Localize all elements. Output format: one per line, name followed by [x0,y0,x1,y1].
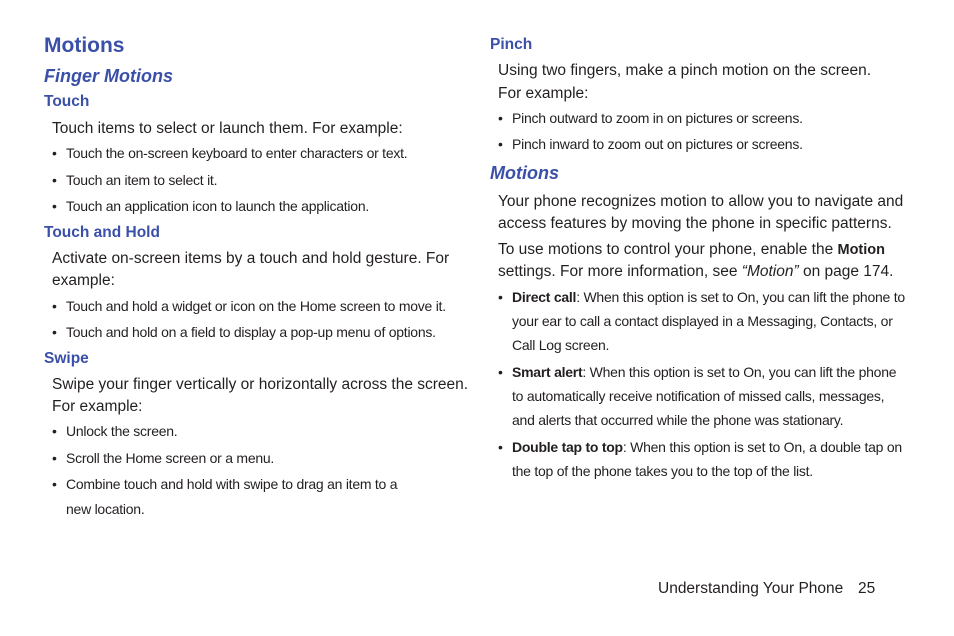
option-item-direct-call: • Direct call: When this option is set to On, you can lift the phone to [498,285,905,309]
bullet-icon: • [498,110,503,126]
list-item: • Scroll the Home screen or a menu. [52,446,274,470]
list-item: • Unlock the screen. [52,419,177,443]
swipe-intro-line2: For example: [52,398,143,415]
option-item-continuation: and alerts that occurred while the phone was stationary. [512,412,844,428]
cross-reference-link[interactable]: “Motion” [741,263,799,280]
bullet-icon: • [52,172,57,188]
list-item: • Pinch outward to zoom in on pictures or screens. [498,106,803,130]
bullet-icon: • [52,324,57,340]
page-title: Motions [44,34,125,57]
touch-intro: Touch items to select or launch them. For example: [52,120,403,137]
bullet-icon: • [52,298,57,314]
option-item-continuation: the top of the phone takes you to the top of the list. [512,463,813,479]
motions-para1-line2: access features by moving the phone in specific patterns. [498,215,892,232]
list-item: • Touch an application icon to launch the application. [52,194,369,218]
bullet-icon: • [52,450,57,466]
section-heading-finger-motions: Finger Motions [44,66,173,86]
heading-pinch: Pinch [490,36,533,53]
motions-para2-line2: settings. For more information, see “Motion” on page 174. [498,263,894,280]
list-item: • Combine touch and hold with swipe to drag an item to a [52,472,397,496]
bullet-icon: • [498,439,503,455]
motions-para1-line1: Your phone recognizes motion to allow you to navigate and [498,193,904,210]
touch-hold-intro-line2: example: [52,272,115,289]
heading-touch: Touch [44,93,90,110]
option-term: Direct call [512,289,577,305]
option-item-continuation: to automatically receive notification of missed calls, messages, [512,388,885,404]
option-item-double-tap-to-top: • Double tap to top: When this option is set to On, a double tap on [498,435,902,459]
list-item: • Touch and hold a widget or icon on the Home screen to move it. [52,294,446,318]
list-item-continuation: new location. [66,501,145,517]
option-term: Smart alert [512,364,583,380]
bullet-icon: • [498,289,503,305]
motions-para2-line1: To use motions to control your phone, enable the Motion [498,241,886,258]
page-number: 25 [858,580,876,597]
swipe-intro-line1: Swipe your finger vertically or horizontally across the screen. [52,376,469,393]
bullet-icon: • [52,198,57,214]
section-heading-motions: Motions [490,163,559,183]
option-item-continuation: Call Log screen. [512,337,610,353]
option-term: Double tap to top [512,439,623,455]
bullet-icon: • [52,423,57,439]
option-item-continuation: your ear to call a contact displayed in a Messaging, Contacts, or [512,313,893,329]
list-item: • Touch the on-screen keyboard to enter characters or text. [52,141,407,165]
touch-hold-intro-line1: Activate on-screen items by a touch and hold gesture. For [52,250,450,267]
bullet-icon: • [498,136,503,152]
heading-touch-and-hold: Touch and Hold [44,224,160,241]
option-item-smart-alert: • Smart alert: When this option is set to On, you can lift the phone [498,360,896,384]
bullet-icon: • [52,145,57,161]
footer-section-title: Understanding Your Phone [658,580,844,597]
pinch-intro-line2: For example: [498,85,589,102]
bullet-icon: • [52,476,57,492]
list-item: • Touch an item to select it. [52,168,217,192]
list-item: • Pinch inward to zoom out on pictures or screens. [498,132,803,156]
setting-name: Motion [837,242,886,258]
list-item: • Touch and hold on a field to display a pop-up menu of options. [52,320,436,344]
bullet-icon: • [498,364,503,380]
pinch-intro-line1: Using two fingers, make a pinch motion on the screen. [498,62,872,79]
heading-swipe: Swipe [44,350,89,367]
